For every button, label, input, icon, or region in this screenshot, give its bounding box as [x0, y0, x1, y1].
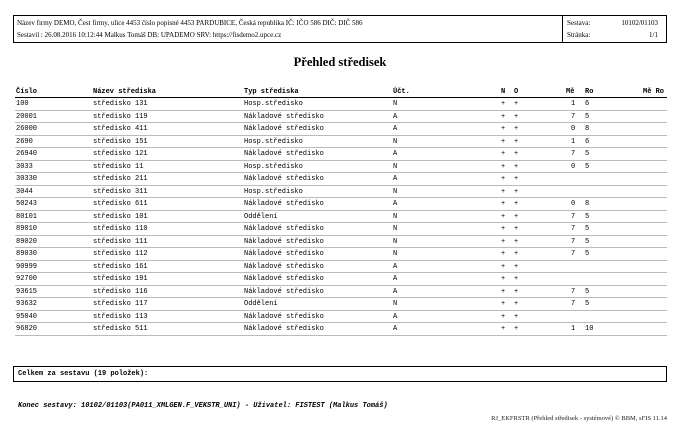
- table-row: [15, 148, 667, 161]
- table-header-row: [15, 86, 667, 98]
- col-header-typ: Typ střediska: [244, 88, 299, 96]
- cell-uct: N: [393, 212, 398, 221]
- cell-o: +: [514, 262, 519, 271]
- cell-n: +: [501, 150, 506, 158]
- cell-cislo: 26000: [16, 125, 38, 133]
- cell-typ: Nákladové středisko: [244, 112, 324, 121]
- cell-o: +: [514, 162, 519, 171]
- cell-o: +: [514, 325, 519, 333]
- cell-cislo: 96820: [16, 325, 38, 333]
- table-row: [15, 273, 667, 286]
- cost-centers-table: [15, 86, 667, 336]
- page-title: Přehled středisek: [293, 55, 387, 69]
- cell-me: 7: [571, 250, 576, 258]
- cell-typ: Nákladové středisko: [244, 175, 324, 183]
- cell-ro: 5: [585, 150, 590, 158]
- cell-ro: 10: [585, 325, 594, 333]
- cell-o: +: [514, 175, 519, 183]
- table-row: [15, 173, 667, 186]
- cell-typ: Nákladové středisko: [244, 262, 324, 271]
- col-header-uct: Účt.: [393, 88, 410, 96]
- cell-me: 7: [571, 150, 576, 158]
- cell-me: 0: [571, 125, 576, 133]
- cell-typ: Nákladové středisko: [244, 225, 324, 233]
- cell-typ: Hosp.středisko: [244, 137, 303, 146]
- cell-o: +: [514, 100, 519, 108]
- cell-uct: A: [393, 262, 398, 271]
- table-row: [15, 136, 667, 149]
- cell-nazev: středisko 116: [93, 287, 148, 296]
- cell-cislo: 89030: [16, 250, 38, 258]
- cell-ro: 5: [585, 162, 590, 171]
- col-header-me: Mě: [566, 88, 575, 96]
- table-row: [15, 198, 667, 211]
- cell-me: 7: [571, 225, 576, 233]
- cell-uct: N: [393, 137, 398, 146]
- cell-n: +: [501, 225, 506, 233]
- cell-o: +: [514, 112, 519, 121]
- cell-n: +: [501, 187, 506, 196]
- cell-typ: Nákladové středisko: [244, 237, 324, 246]
- cell-typ: Oddělení: [244, 300, 278, 308]
- cell-uct: A: [393, 150, 398, 158]
- cell-n: +: [501, 137, 506, 146]
- page-label: Stránka:: [567, 31, 591, 39]
- cell-o: +: [514, 225, 519, 233]
- cell-nazev: středisko 161: [93, 262, 148, 271]
- cell-nazev: středisko 121: [93, 150, 148, 158]
- cell-me: 7: [571, 287, 576, 296]
- cell-o: +: [514, 200, 519, 208]
- cell-me: 0: [571, 200, 576, 208]
- cell-nazev: středisko 411: [93, 125, 148, 133]
- table-row: [15, 286, 667, 299]
- table-row: [15, 298, 667, 311]
- cell-nazev: středisko 511: [93, 325, 148, 333]
- cell-typ: Nákladové středisko: [244, 125, 324, 133]
- cell-nazev: středisko 110: [93, 225, 148, 233]
- cell-nazev: středisko 311: [93, 187, 148, 196]
- cell-me: 1: [571, 137, 576, 146]
- cell-cislo: 3033: [16, 162, 33, 171]
- cell-typ: Nákladové středisko: [244, 200, 324, 208]
- report-header: [13, 15, 667, 43]
- cell-o: +: [514, 137, 519, 146]
- cell-typ: Nákladové středisko: [244, 312, 324, 321]
- cell-cislo: 26940: [16, 150, 38, 158]
- cell-uct: N: [393, 250, 398, 258]
- cell-n: +: [501, 300, 506, 308]
- cell-o: +: [514, 212, 519, 221]
- cell-typ: Hosp.středisko: [244, 100, 303, 108]
- report-label: Sestava:: [567, 19, 591, 27]
- cell-cislo: 92700: [16, 275, 38, 283]
- cell-me: 1: [571, 100, 576, 108]
- cell-typ: Hosp.středisko: [244, 187, 303, 196]
- cell-nazev: středisko 117: [93, 300, 148, 308]
- cell-uct: A: [393, 125, 398, 133]
- table-row: [15, 123, 667, 136]
- table-body: [15, 98, 667, 336]
- cell-n: +: [501, 200, 506, 208]
- cell-ro: 8: [585, 200, 590, 208]
- cell-nazev: středisko 191: [93, 275, 148, 283]
- cell-ro: 8: [585, 125, 590, 133]
- cell-ro: 5: [585, 112, 590, 121]
- cell-n: +: [501, 237, 506, 246]
- cell-n: +: [501, 250, 506, 258]
- cell-me: 0: [571, 162, 576, 171]
- cell-o: +: [514, 312, 519, 321]
- table-row: [15, 98, 667, 111]
- cell-cislo: 30330: [16, 175, 38, 183]
- cell-o: +: [514, 275, 519, 283]
- cell-cislo: 20001: [16, 112, 38, 121]
- cell-ro: 5: [585, 225, 590, 233]
- cell-n: +: [501, 275, 506, 283]
- cell-nazev: středisko 113: [93, 312, 148, 321]
- cell-uct: N: [393, 100, 398, 108]
- cell-nazev: středisko 101: [93, 212, 148, 221]
- cell-cislo: 90999: [16, 262, 38, 271]
- cell-n: +: [501, 175, 506, 183]
- cell-typ: Nákladové středisko: [244, 150, 324, 158]
- cell-nazev: středisko 211: [93, 175, 148, 183]
- table-row: [15, 111, 667, 124]
- table-row: [15, 211, 667, 224]
- col-header-ro: Ro: [585, 88, 594, 96]
- cell-typ: Nákladové středisko: [244, 287, 324, 296]
- cell-cislo: 89020: [16, 237, 38, 246]
- total-line: Celkem za sestavu (19 položek):: [18, 370, 149, 378]
- col-header-o: O: [514, 88, 519, 96]
- cell-n: +: [501, 162, 506, 171]
- table-row: [15, 186, 667, 199]
- cell-me: 7: [571, 237, 576, 246]
- table-row: [15, 311, 667, 324]
- cell-o: +: [514, 187, 519, 196]
- cell-cislo: 93632: [16, 300, 38, 308]
- cell-n: +: [501, 100, 506, 108]
- cell-nazev: středisko 131: [93, 100, 148, 108]
- cell-nazev: středisko 11: [93, 162, 144, 171]
- cell-typ: Nákladové středisko: [244, 325, 324, 333]
- cell-me: 7: [571, 112, 576, 121]
- cell-typ: Hosp.středisko: [244, 162, 303, 171]
- cell-uct: A: [393, 275, 398, 283]
- table-row: [15, 248, 667, 261]
- table-row: [15, 323, 667, 336]
- cell-cislo: 100: [16, 100, 29, 108]
- cell-uct: N: [393, 237, 398, 246]
- cell-uct: A: [393, 175, 398, 183]
- total-box: [13, 366, 667, 382]
- cell-cislo: 2690: [16, 137, 33, 146]
- cell-uct: N: [393, 187, 398, 196]
- cell-ro: 5: [585, 212, 590, 221]
- header-divider: [562, 16, 563, 42]
- col-header-me-ro: Mě Ro: [643, 88, 665, 96]
- cell-typ: Oddělení: [244, 212, 278, 221]
- col-header-cislo: Číslo: [16, 88, 38, 96]
- cell-o: +: [514, 287, 519, 296]
- company-line: Název firmy DEMO, Čest firmy, ulice 4453 číslo popisné 4453 PARDUBICE, Česká republika IČ: IČO 586 DIČ: DIČ 586: [17, 19, 363, 27]
- cell-ro: 6: [585, 137, 590, 146]
- cell-n: +: [501, 262, 506, 271]
- table-row: [15, 161, 667, 174]
- cell-ro: 5: [585, 237, 590, 246]
- cell-o: +: [514, 150, 519, 158]
- cell-me: 7: [571, 300, 576, 308]
- cell-n: +: [501, 287, 506, 296]
- cell-nazev: středisko 119: [93, 112, 148, 121]
- col-header-n: N: [501, 88, 506, 96]
- cell-cislo: 89010: [16, 225, 38, 233]
- cell-n: +: [501, 125, 506, 133]
- cell-uct: N: [393, 300, 398, 308]
- cell-typ: Nákladové středisko: [244, 275, 324, 283]
- cell-o: +: [514, 300, 519, 308]
- cell-me: 7: [571, 212, 576, 221]
- cell-o: +: [514, 250, 519, 258]
- cell-cislo: 3044: [16, 187, 33, 196]
- cell-o: +: [514, 125, 519, 133]
- cell-uct: N: [393, 225, 398, 233]
- program-line: RJ_EKFRSTR (Přehled středisek - systémové) © BBM, sFIS 11.14: [491, 415, 667, 422]
- cell-n: +: [501, 312, 506, 321]
- cell-uct: A: [393, 287, 398, 296]
- cell-o: +: [514, 237, 519, 246]
- cell-ro: 5: [585, 250, 590, 258]
- cell-nazev: středisko 611: [93, 200, 148, 208]
- table-row: [15, 236, 667, 249]
- cell-me: 1: [571, 325, 576, 333]
- page-value: 1/1: [649, 31, 658, 39]
- cell-uct: N: [393, 162, 398, 171]
- cell-ro: 5: [585, 287, 590, 296]
- cell-cislo: 50243: [16, 200, 38, 208]
- cell-uct: A: [393, 325, 398, 333]
- cell-nazev: středisko 111: [93, 237, 148, 246]
- cell-cislo: 80101: [16, 212, 38, 221]
- cell-cislo: 93615: [16, 287, 38, 296]
- cell-uct: A: [393, 312, 398, 321]
- cell-cislo: 95040: [16, 312, 38, 321]
- col-header-nazev: Název střediska: [93, 88, 157, 96]
- table-row: [15, 261, 667, 274]
- cell-uct: A: [393, 112, 398, 121]
- cell-ro: 5: [585, 300, 590, 308]
- cell-nazev: středisko 151: [93, 137, 148, 146]
- end-line: Konec sestavy: 10102/01103(PA011_XMLGEN.F_VEKSTR_UNI) - Uživatel: FISTEST (Malkus Tomáš): [18, 402, 388, 410]
- cell-n: +: [501, 112, 506, 121]
- cell-uct: A: [393, 200, 398, 208]
- table-row: [15, 223, 667, 236]
- report-id: 10102/01103: [621, 19, 658, 27]
- cell-typ: Nákladové středisko: [244, 250, 324, 258]
- cell-n: +: [501, 212, 506, 221]
- cell-nazev: středisko 112: [93, 250, 148, 258]
- run-info-line: Sestavil : 26.08.2016 10:12:44 Malkus Tomáš DB: UPADEMO SRV: https://fisdemo2.upce.cz: [17, 31, 282, 39]
- cell-ro: 6: [585, 100, 590, 108]
- cell-n: +: [501, 325, 506, 333]
